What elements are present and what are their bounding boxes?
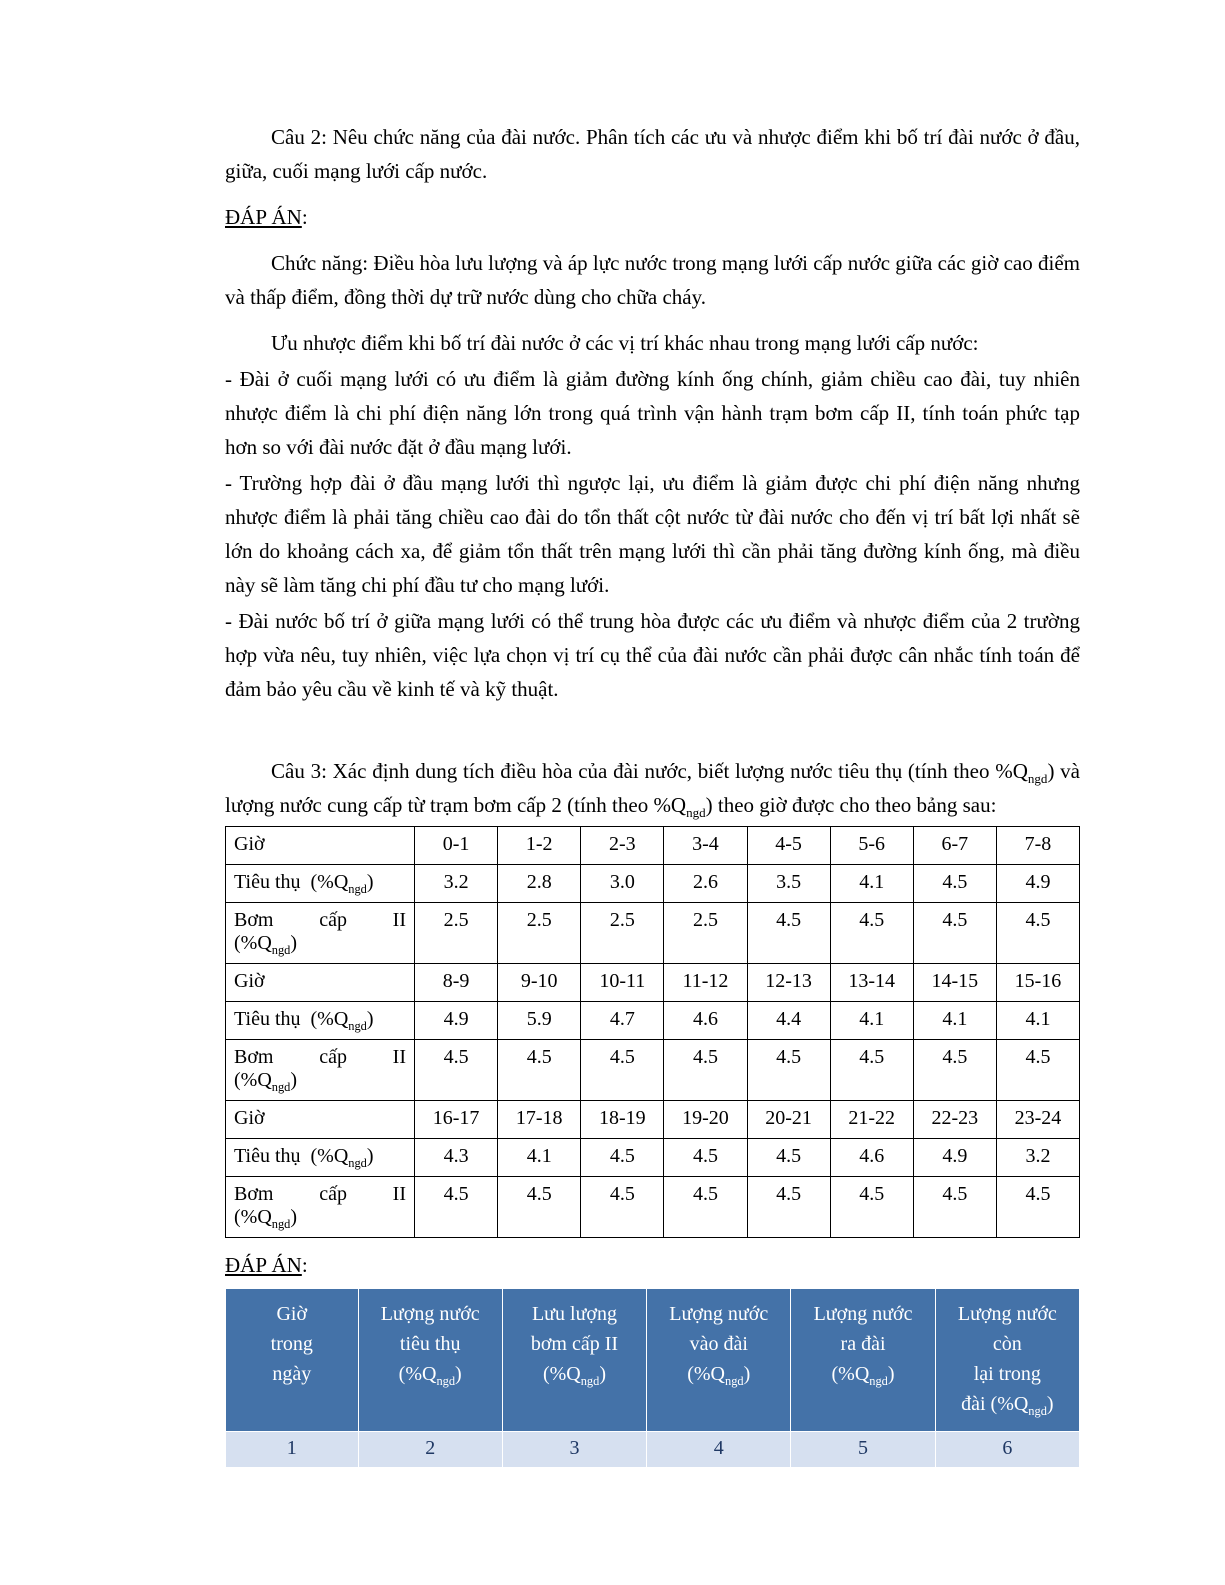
answer-col-consumption-unit: (%Q bbox=[398, 1363, 437, 1386]
cell-hour: 17-18 bbox=[498, 1101, 581, 1139]
table-row bbox=[226, 865, 1080, 903]
cell-hour: 5-6 bbox=[830, 827, 913, 865]
cell-consumption: 2.8 bbox=[498, 865, 581, 903]
answer-col-inflow-l2: vào đài bbox=[689, 1333, 748, 1356]
answer-col-inflow bbox=[647, 1289, 791, 1432]
cell-pump: 4.5 bbox=[913, 1040, 996, 1101]
cell-consumption: 4.3 bbox=[415, 1139, 498, 1177]
row-label-hour: Giờ bbox=[226, 964, 415, 1002]
cell-hour: 19-20 bbox=[664, 1101, 747, 1139]
table-row bbox=[226, 1177, 1080, 1238]
cell-pump: 4.5 bbox=[498, 1040, 581, 1101]
answer-col-hour bbox=[226, 1289, 359, 1432]
cell-consumption: 4.5 bbox=[747, 1139, 830, 1177]
answer-label-q2 bbox=[225, 200, 1080, 234]
q3-sub-2: ngd bbox=[686, 804, 706, 820]
answer-col-remaining bbox=[935, 1289, 1079, 1432]
answer-col-pump-sub: ngd bbox=[580, 1373, 600, 1388]
row-label-consumption-a: Tiêu thụ bbox=[234, 1145, 301, 1168]
cell-hour: 7-8 bbox=[996, 827, 1079, 865]
row-label-consumption-c: ) bbox=[366, 1008, 374, 1031]
cell-pump: 4.5 bbox=[498, 1177, 581, 1238]
answer-label-q2-colon: : bbox=[301, 205, 308, 230]
cell-consumption: 3.0 bbox=[581, 865, 664, 903]
answer-col-pump-l1: Lưu lượng bbox=[531, 1303, 617, 1326]
cell-hour: 22-23 bbox=[913, 1101, 996, 1139]
cell-hour: 11-12 bbox=[664, 964, 747, 1002]
answer-col-outflow-l3 bbox=[797, 1359, 928, 1389]
row-label-consumption-sub: ngd bbox=[348, 881, 367, 896]
row-label-pump-sub-c: ) bbox=[290, 932, 298, 955]
row-label-pump-sub-a: (%Q bbox=[234, 1069, 272, 1092]
cell-hour: 13-14 bbox=[830, 964, 913, 1002]
row-label-pump-line bbox=[234, 1183, 406, 1206]
cell-hour: 16-17 bbox=[415, 1101, 498, 1139]
q3-intro-b: ) và lượng nước cung cấp từ trạm bơm cấp 2 (tính theo %Q bbox=[225, 759, 1080, 818]
answer-col-remaining-l1: Lượng nước còn bbox=[957, 1303, 1057, 1356]
answer-col-inflow-l3 bbox=[653, 1359, 784, 1389]
cell-consumption: 3.2 bbox=[996, 1139, 1079, 1177]
cell-pump: 4.5 bbox=[747, 903, 830, 964]
cell-pump: 4.5 bbox=[830, 1177, 913, 1238]
answer-col-inflow-unit: (%Q bbox=[687, 1363, 725, 1386]
answer-col-pump-l3 bbox=[509, 1359, 640, 1389]
answer-col-number: 6 bbox=[935, 1432, 1079, 1468]
cell-hour: 2-3 bbox=[581, 827, 664, 865]
answer-col-outflow-l1: Lượng nước bbox=[813, 1303, 913, 1326]
row-label-consumption-c: ) bbox=[366, 1145, 374, 1168]
answer-col-number: 2 bbox=[358, 1432, 502, 1468]
q2-bullet-1: - Đài ở cuối mạng lưới có ưu điểm là giảm đường kính ống chính, giảm chiều cao đài, tuy nhiên nhược điểm là chi phí điện năng lớn trong quá trình vận hành trạm bơm cấp II, tính toán phức tạp hơn so với đài nước đặt ở đầu mạng lưới. bbox=[225, 367, 1080, 460]
answer-col-pump-l2: bơm cấp II bbox=[530, 1333, 619, 1356]
answer-label-q3-colon: : bbox=[301, 1253, 308, 1278]
row-label-pump-sub-a: (%Q bbox=[234, 932, 272, 955]
answer-col-inflow-l1: Lượng nước bbox=[669, 1303, 769, 1326]
row-label-consumption-a: Tiêu thụ bbox=[234, 1008, 301, 1031]
answer-col-consumption bbox=[358, 1289, 502, 1432]
question-3-text bbox=[225, 754, 1080, 822]
cell-consumption: 4.4 bbox=[747, 1002, 830, 1040]
answer-col-outflow bbox=[791, 1289, 935, 1432]
cell-pump: 4.5 bbox=[830, 903, 913, 964]
cell-pump: 4.5 bbox=[996, 903, 1079, 964]
row-label-pump-sub-b: ngd bbox=[271, 1216, 291, 1231]
row-label-pump-b: cấp bbox=[319, 1046, 347, 1069]
cell-pump: 4.5 bbox=[996, 1177, 1079, 1238]
q3-intro-a: Câu 3: Xác định dung tích điều hòa của đài nước, biết lượng nước tiêu thụ (tính theo %Q bbox=[271, 759, 1028, 784]
table-row bbox=[226, 1040, 1080, 1101]
answer-col-remaining-unit: đài (%Q bbox=[961, 1393, 1029, 1416]
cell-hour: 3-4 bbox=[664, 827, 747, 865]
answer-table-head bbox=[226, 1289, 1080, 1432]
cell-hour: 0-1 bbox=[415, 827, 498, 865]
cell-consumption: 4.9 bbox=[415, 1002, 498, 1040]
q3-sub-1: ngd bbox=[1027, 770, 1048, 786]
cell-pump: 4.5 bbox=[747, 1040, 830, 1101]
answer-col-number: 5 bbox=[791, 1432, 935, 1468]
cell-consumption: 4.7 bbox=[581, 1002, 664, 1040]
cell-hour: 23-24 bbox=[996, 1101, 1079, 1139]
row-label-consumption-c: ) bbox=[366, 871, 374, 894]
hourly-data-table bbox=[225, 826, 1080, 1238]
answer-col-number: 3 bbox=[502, 1432, 646, 1468]
answer-col-hour-l3: ngày bbox=[272, 1363, 312, 1386]
cell-hour: 9-10 bbox=[498, 964, 581, 1002]
cell-consumption: 4.1 bbox=[830, 865, 913, 903]
answer-table-body bbox=[226, 1432, 1080, 1468]
table-row bbox=[226, 1002, 1080, 1040]
cell-consumption: 3.5 bbox=[747, 865, 830, 903]
answer-col-pump-unit-end: ) bbox=[599, 1363, 606, 1386]
row-label-pump-c: II bbox=[392, 1046, 406, 1069]
row-label-pump bbox=[226, 903, 415, 964]
hourly-data-body bbox=[226, 827, 1080, 1238]
cell-consumption: 4.9 bbox=[996, 865, 1079, 903]
answer-col-hour-l2: trong bbox=[270, 1333, 313, 1356]
cell-pump: 2.5 bbox=[415, 903, 498, 964]
answer-col-consumption-l2: tiêu thụ bbox=[399, 1333, 461, 1356]
cell-hour: 8-9 bbox=[415, 964, 498, 1002]
cell-hour: 10-11 bbox=[581, 964, 664, 1002]
answer-col-remaining-sub: ngd bbox=[1028, 1403, 1047, 1418]
cell-pump: 4.5 bbox=[913, 903, 996, 964]
cell-pump: 4.5 bbox=[664, 1040, 747, 1101]
row-label-pump-sub-c: ) bbox=[290, 1206, 298, 1229]
answer-col-consumption-sub: ngd bbox=[436, 1373, 456, 1388]
row-label-consumption bbox=[226, 1002, 415, 1040]
table-row bbox=[226, 1139, 1080, 1177]
cell-consumption: 4.1 bbox=[498, 1139, 581, 1177]
answer-col-inflow-sub: ngd bbox=[725, 1373, 744, 1388]
cell-consumption: 4.6 bbox=[830, 1139, 913, 1177]
cell-consumption: 4.5 bbox=[581, 1139, 664, 1177]
cell-hour: 14-15 bbox=[913, 964, 996, 1002]
cell-hour: 1-2 bbox=[498, 827, 581, 865]
answer-col-remaining-l3 bbox=[942, 1389, 1073, 1419]
cell-consumption: 4.1 bbox=[830, 1002, 913, 1040]
q2-bullet-3: - Đài nước bố trí ở giữa mạng lưới có thể trung hòa được các ưu điểm và nhược điểm của 2 trường hợp vừa nêu, tuy nhiên, việc lựa chọn vị trí cụ thể của đài nước cần phải được cân nhắc tính toán để đảm bảo yêu cầu về kinh tế và kỹ thuật. bbox=[225, 609, 1080, 702]
row-label-consumption-sub: ngd bbox=[348, 1155, 367, 1170]
cell-consumption: 4.5 bbox=[664, 1139, 747, 1177]
cell-pump: 4.5 bbox=[747, 1177, 830, 1238]
row-label-consumption-a: Tiêu thụ bbox=[234, 871, 301, 894]
answer-col-outflow-unit-end: ) bbox=[887, 1363, 895, 1386]
q3-intro-c: ) theo giờ được cho theo bảng sau: bbox=[705, 793, 997, 818]
cell-pump: 4.5 bbox=[415, 1177, 498, 1238]
answer-col-outflow-unit: (%Q bbox=[831, 1363, 870, 1386]
row-label-pump-unit bbox=[234, 1206, 406, 1229]
answer-col-consumption-l3 bbox=[365, 1359, 496, 1389]
cell-consumption: 4.5 bbox=[913, 865, 996, 903]
answer-col-hour-l1: Giờ bbox=[276, 1303, 308, 1326]
answer-col-remaining-unit-end: ) bbox=[1046, 1393, 1054, 1416]
cell-pump: 2.5 bbox=[581, 903, 664, 964]
answer-col-pump-unit: (%Q bbox=[542, 1363, 581, 1386]
row-label-hour: Giờ bbox=[226, 1101, 415, 1139]
cell-pump: 2.5 bbox=[498, 903, 581, 964]
answer-col-inflow-unit-end: ) bbox=[743, 1363, 751, 1386]
answer-col-number: 1 bbox=[226, 1432, 359, 1468]
q2-function-paragraph: Chức năng: Điều hòa lưu lượng và áp lực nước trong mạng lưới cấp nước giữa các giờ cao điểm và thấp điểm, đồng thời dự trữ nước dùng cho chữa cháy. bbox=[225, 251, 1080, 310]
row-label-pump-b: cấp bbox=[319, 1183, 347, 1206]
row-label-pump-c: II bbox=[392, 909, 406, 932]
question-2-text: Câu 2: Nêu chức năng của đài nước. Phân tích các ưu và nhược điểm khi bố trí đài nước ở đầu, giữa, cuối mạng lưới cấp nước. bbox=[225, 125, 1080, 184]
answer-col-outflow-l2: ra đài bbox=[840, 1333, 886, 1356]
row-label-pump-unit bbox=[234, 932, 406, 955]
cell-hour: 12-13 bbox=[747, 964, 830, 1002]
row-label-pump-line bbox=[234, 909, 406, 932]
row-label-consumption-sub: ngd bbox=[348, 1018, 367, 1033]
cell-pump: 4.5 bbox=[581, 1177, 664, 1238]
row-label-pump-sub-c: ) bbox=[290, 1069, 298, 1092]
q2-bullet-2: - Trường hợp đài ở đầu mạng lưới thì ngược lại, ưu điểm là giảm được chi phí điện năng nhưng nhược điểm là phải tăng chiều cao đài do tổn thất cột nước từ đài nước cho đến vị trí bất lợi nhất sẽ lớn do khoảng cách xa, để giảm tổn thất trên mạng lưới thì cần phải tăng đường kính ống, mà điều này sẽ làm tăng chi phí đầu tư cho mạng lưới. bbox=[225, 471, 1080, 598]
cell-consumption: 4.1 bbox=[996, 1002, 1079, 1040]
cell-hour: 18-19 bbox=[581, 1101, 664, 1139]
row-label-consumption-b: (%Q bbox=[310, 1145, 349, 1168]
cell-pump: 4.5 bbox=[415, 1040, 498, 1101]
row-label-pump-b: cấp bbox=[319, 909, 347, 932]
cell-pump: 4.5 bbox=[581, 1040, 664, 1101]
cell-consumption: 4.6 bbox=[664, 1002, 747, 1040]
table-row bbox=[226, 903, 1080, 964]
answer-col-consumption-l1: Lượng nước bbox=[380, 1303, 480, 1326]
cell-consumption: 3.2 bbox=[415, 865, 498, 903]
answer-table-number-row bbox=[226, 1432, 1080, 1468]
cell-pump: 4.5 bbox=[664, 1177, 747, 1238]
cell-pump: 2.5 bbox=[664, 903, 747, 964]
cell-pump: 4.5 bbox=[913, 1177, 996, 1238]
row-label-consumption-b: (%Q bbox=[310, 1008, 349, 1031]
row-label-consumption bbox=[226, 1139, 415, 1177]
answer-col-pump bbox=[502, 1289, 646, 1432]
row-label-pump-a: Bơm bbox=[234, 1046, 274, 1069]
cell-consumption: 2.6 bbox=[664, 865, 747, 903]
row-label-pump-c: II bbox=[392, 1183, 406, 1206]
row-label-pump-unit bbox=[234, 1069, 406, 1092]
cell-consumption: 5.9 bbox=[498, 1002, 581, 1040]
q2-prosandcons-intro: Ưu nhược điểm khi bố trí đài nước ở các vị trí khác nhau trong mạng lưới cấp nước: bbox=[271, 331, 979, 356]
row-label-pump-sub-b: ngd bbox=[271, 942, 291, 957]
answer-table bbox=[225, 1288, 1080, 1468]
cell-pump: 4.5 bbox=[996, 1040, 1079, 1101]
row-label-pump-sub-b: ngd bbox=[271, 1079, 291, 1094]
table-row bbox=[226, 1101, 1080, 1139]
row-label-pump-line bbox=[234, 1046, 406, 1069]
cell-hour: 15-16 bbox=[996, 964, 1079, 1002]
row-label-pump-sub-a: (%Q bbox=[234, 1206, 272, 1229]
row-label-pump bbox=[226, 1040, 415, 1101]
row-label-consumption-b: (%Q bbox=[310, 871, 349, 894]
answer-col-remaining-l2: lại trong bbox=[973, 1363, 1041, 1386]
row-label-hour: Giờ bbox=[226, 827, 415, 865]
answer-col-outflow-sub: ngd bbox=[869, 1373, 888, 1388]
cell-hour: 20-21 bbox=[747, 1101, 830, 1139]
cell-consumption: 4.9 bbox=[913, 1139, 996, 1177]
table-row bbox=[226, 827, 1080, 865]
table-row bbox=[226, 964, 1080, 1002]
answer-label-q3-text: ĐÁP ÁN bbox=[225, 1253, 302, 1278]
cell-hour: 4-5 bbox=[747, 827, 830, 865]
answer-table-header-row bbox=[226, 1289, 1080, 1432]
row-label-consumption bbox=[226, 865, 415, 903]
cell-consumption: 4.1 bbox=[913, 1002, 996, 1040]
row-label-pump bbox=[226, 1177, 415, 1238]
answer-label-q2-text: ĐÁP ÁN bbox=[225, 205, 302, 230]
cell-hour: 21-22 bbox=[830, 1101, 913, 1139]
answer-col-consumption-unit-end: ) bbox=[455, 1363, 462, 1386]
row-label-pump-a: Bơm bbox=[234, 909, 274, 932]
row-label-pump-a: Bơm bbox=[234, 1183, 274, 1206]
cell-pump: 4.5 bbox=[830, 1040, 913, 1101]
answer-label-q3 bbox=[225, 1248, 1080, 1282]
cell-hour: 6-7 bbox=[913, 827, 996, 865]
answer-col-number: 4 bbox=[647, 1432, 791, 1468]
